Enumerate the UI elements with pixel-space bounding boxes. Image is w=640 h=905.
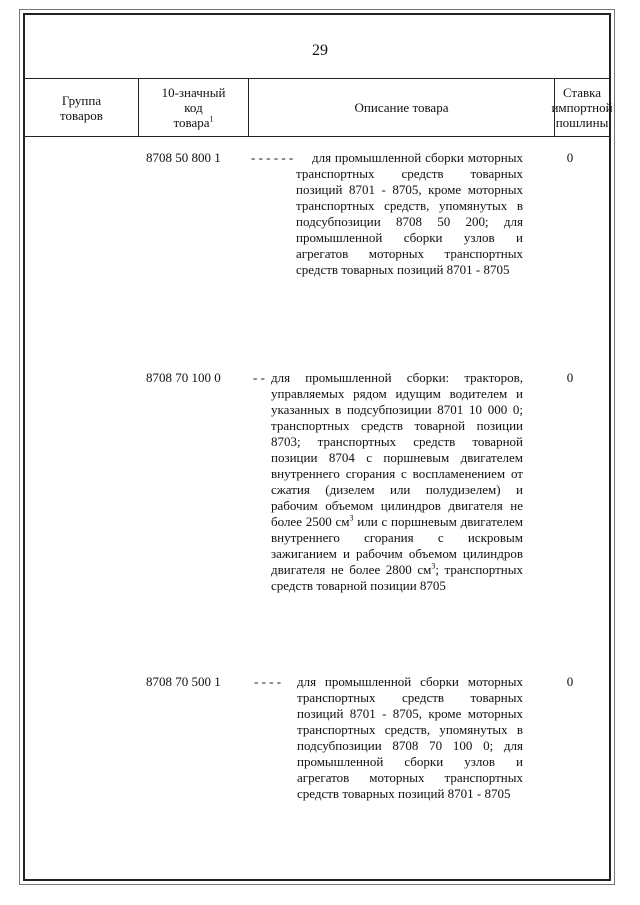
header-rate-line: импортной	[551, 100, 613, 115]
footnote-marker: 1	[209, 114, 214, 124]
row-code: 8708 70 500 1	[146, 674, 221, 689]
row-description-text: для промышленной сборки моторных транспортных средств товарных позиций 8701 - 8705, кроме моторных транспортных средств, упомянутых в подсубпозиции 8708 70 100 0; для промышленной сборки узлов и агрегатов моторных транспортных средств товарных позиций 8701 - 8705	[297, 674, 523, 801]
desc-part: или с поршневым двигателем внутреннего сгорания с искровым зажиганием и рабочим объемом цилиндров двигателя не более 2800 см	[271, 514, 524, 577]
header-rate-line: пошлины	[555, 115, 609, 130]
row-description-text: для промышленной сборки моторных транспортных средств товарных позиций 8701 - 8705, кроме моторных транспортных средств, упомянутых в подсубпозиции 8708 50 200; для промышленной сборки узлов и агрегатов моторных транспортных средств товарных позиций 8701 - 8705	[296, 150, 523, 277]
table-header	[25, 78, 613, 137]
header-group	[25, 79, 139, 136]
header-code-line: 10-значный	[161, 85, 226, 100]
header-description: Описание товара	[249, 79, 555, 136]
superscript: 3	[431, 561, 436, 571]
header-code-line	[162, 115, 226, 130]
row-description	[271, 370, 523, 594]
row-description-text	[271, 370, 523, 594]
superscript: 3	[349, 513, 354, 523]
page-number: 29	[312, 42, 328, 59]
row-dashes: - -	[253, 370, 265, 385]
desc-part: ; транспортных средств товарной позиции 8705	[271, 562, 523, 593]
header-group-line: товаров	[60, 107, 103, 123]
header-rate	[551, 79, 613, 136]
header-group-line: Группа	[61, 92, 102, 108]
row-code: 8708 70 100 0	[146, 370, 221, 385]
header-code	[139, 79, 249, 136]
header-code-line: код	[184, 100, 203, 115]
row-rate: 0	[566, 370, 574, 385]
desc-part: для промышленной сборки: тракторов, управляемых рядом идущим водителем и указанных в подсубпозиции 8701 10 000 0; транспортных средств товарной позиции 8703; транспортных средств товарной позиции 8704 с поршневым двигателем внутреннего сгорания с воспламенением от сжатия (дизелем или полудизелем) и рабочим объемом цилиндров двигателя не более 2500 см	[271, 370, 523, 529]
header-code-text: товара	[173, 115, 210, 130]
row-rate: 0	[566, 150, 574, 165]
row-description	[296, 150, 523, 278]
row-dashes: - - - -	[254, 674, 282, 689]
row-rate: 0	[566, 674, 574, 689]
row-description	[297, 674, 523, 802]
row-code: 8708 50 800 1	[146, 150, 221, 165]
row-dashes: - - - - - -	[251, 150, 294, 165]
header-rate-line: Ставка	[562, 85, 602, 100]
